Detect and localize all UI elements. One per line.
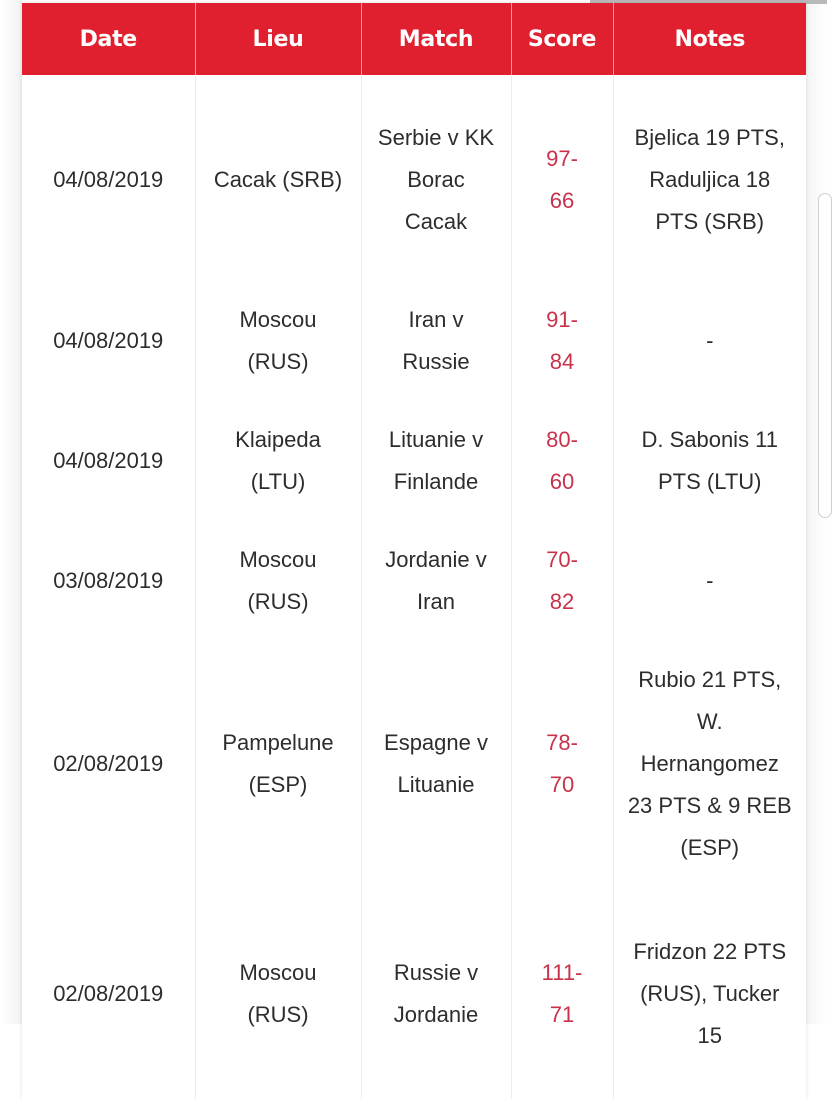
table-row [22, 398, 806, 524]
notes-text: - [706, 568, 714, 593]
table-row [22, 638, 806, 889]
notes-text: Bjelica 19 PTS, Raduljica 18 PTS (SRB) [634, 124, 785, 234]
notes-text: - [706, 328, 714, 353]
cell-notes [613, 524, 806, 638]
lieu-text: Moscou (RUS) [239, 307, 317, 374]
score-text: 97-66 [546, 145, 578, 213]
cell-match [361, 638, 511, 889]
cell-lieu [195, 398, 361, 524]
cell-date: 03/08/2019 [22, 524, 195, 638]
notes-text: D. Sabonis 11 PTS (LTU) [641, 427, 779, 494]
cell-notes [613, 75, 806, 284]
lieu-text: Cacak (SRB) [213, 166, 343, 192]
cell-score [511, 638, 613, 889]
cell-lieu [195, 889, 361, 1099]
lieu-text: Moscou (RUS) [239, 547, 317, 614]
cell-score [511, 75, 613, 284]
lieu-text: Moscou (RUS) [239, 960, 317, 1027]
score-text: 78-70 [546, 729, 578, 797]
cell-score [511, 284, 613, 398]
cell-lieu [195, 75, 361, 284]
match-text: Iran v Russie [402, 307, 470, 374]
cell-notes [613, 638, 806, 889]
table-row [22, 889, 806, 1099]
lieu-text: Pampelune (ESP) [222, 729, 334, 797]
cell-notes [613, 284, 806, 398]
score-text: 70-82 [546, 547, 578, 614]
cell-notes [613, 398, 806, 524]
match-text: Espagne v Lituanie [384, 729, 488, 797]
cell-date: 02/08/2019 [22, 889, 195, 1099]
score-text: 111-71 [541, 960, 583, 1027]
cell-lieu [195, 638, 361, 889]
match-text: Lituanie v Finlande [388, 427, 484, 494]
table-body [22, 75, 806, 1099]
score-text: 80-60 [546, 427, 578, 494]
side-scroll-handle[interactable] [818, 193, 832, 518]
table-row [22, 284, 806, 398]
cell-match [361, 398, 511, 524]
cell-date: 04/08/2019 [22, 398, 195, 524]
lieu-text: Klaipeda (LTU) [235, 427, 321, 494]
header-lieu: Lieu [195, 3, 361, 75]
header-match: Match [361, 3, 511, 75]
header-date: Date [22, 3, 195, 75]
header-score: Score [511, 3, 613, 75]
score-text: 91-84 [546, 307, 578, 374]
left-page-edge [0, 0, 22, 1024]
cell-score [511, 889, 613, 1099]
cell-notes [613, 889, 806, 1099]
cell-date: 04/08/2019 [22, 284, 195, 398]
cell-match [361, 889, 511, 1099]
notes-text: Rubio 21 PTS, W. Hernangomez 23 PTS & 9 REB (ESP) [627, 666, 792, 860]
header-row [22, 3, 806, 75]
cell-lieu [195, 524, 361, 638]
header-notes: Notes [613, 3, 806, 75]
notes-text: Fridzon 22 PTS (RUS), Tucker 15 [633, 939, 787, 1048]
cell-date: 04/08/2019 [22, 75, 195, 284]
cell-date: 02/08/2019 [22, 638, 195, 889]
cell-score [511, 398, 613, 524]
table-row [22, 524, 806, 638]
cell-lieu [195, 284, 361, 398]
match-text: Jordanie v Iran [385, 547, 487, 614]
cell-match [361, 524, 511, 638]
cell-match [361, 284, 511, 398]
match-text: Russie v Jordanie [393, 960, 479, 1027]
cell-score [511, 524, 613, 638]
table-header [22, 3, 806, 75]
cell-match [361, 75, 511, 284]
table-row [22, 75, 806, 284]
match-results-table [22, 3, 806, 1099]
match-text: Serbie v KK Borac Cacak [377, 124, 495, 234]
